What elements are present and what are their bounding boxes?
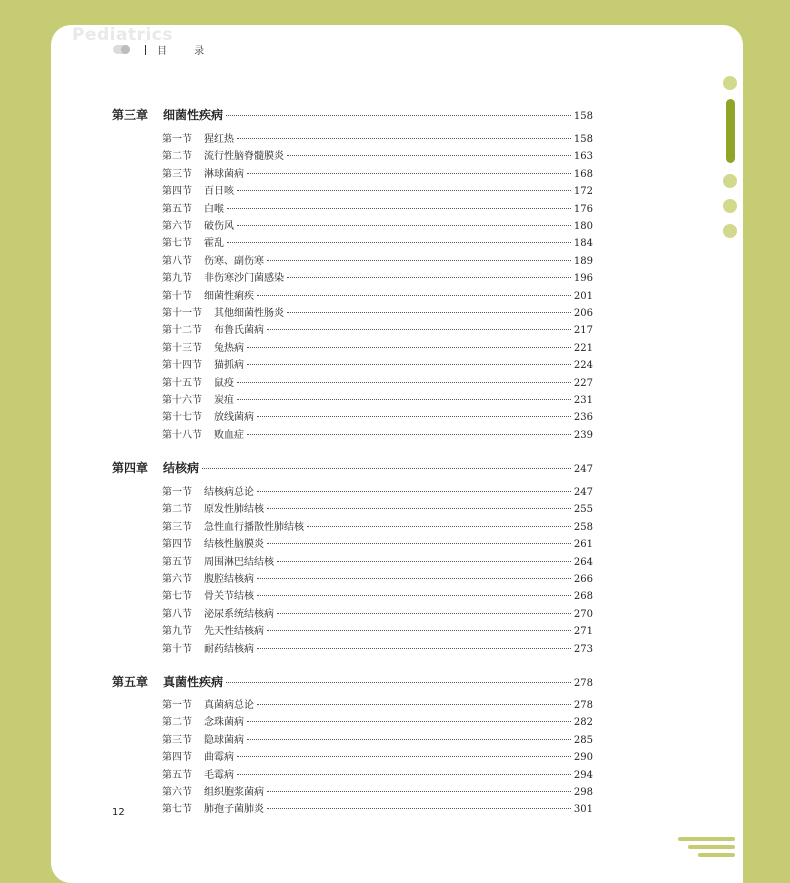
dot-leader (267, 791, 571, 792)
section-page: 224 (573, 360, 593, 372)
section-page: 255 (573, 504, 593, 516)
section-page: 189 (573, 255, 593, 267)
dot-leader (237, 756, 571, 757)
section-title: 其他细菌性肠炎 (214, 308, 284, 319)
section-number: 第一节 (162, 487, 192, 498)
section-title: 耐药结核病 (204, 643, 254, 655)
dot-leader (287, 277, 571, 278)
section-title: 霍乱 (204, 238, 224, 250)
nav-dot[interactable] (723, 224, 737, 238)
section-number: 第四节 (162, 752, 192, 764)
section-page: 270 (573, 608, 593, 620)
toc-section[interactable] (162, 377, 593, 391)
section-page: 217 (573, 325, 593, 337)
dot-leader (247, 739, 571, 740)
dot-leader (227, 208, 571, 209)
section-page: 180 (573, 221, 593, 232)
section-number: 第十一节 (162, 308, 202, 319)
section-number: 第六节 (162, 221, 192, 232)
section-title: 急性血行播散性肺结核 (204, 521, 304, 533)
section-number: 第二节 (162, 504, 192, 516)
section-number: 第十八节 (162, 429, 202, 441)
chapter-title: 真菌性疾病 (163, 675, 224, 689)
section-title: 流行性脑脊髓膜炎 (204, 151, 284, 163)
section-number: 第三节 (162, 168, 192, 180)
page-number: 12 (112, 807, 125, 818)
dot-leader (267, 508, 571, 509)
toc-chapter[interactable] (112, 675, 593, 689)
section-number: 第四节 (162, 186, 192, 198)
toc-section[interactable] (162, 716, 593, 730)
section-title: 细菌性痢疾 (204, 290, 254, 302)
section-number: 第四节 (162, 539, 192, 551)
toc-section[interactable] (162, 538, 593, 552)
toc-section[interactable] (162, 643, 593, 657)
section-page: 258 (573, 521, 593, 533)
toc-section[interactable] (162, 734, 593, 748)
section-page: 301 (573, 804, 593, 816)
dot-leader (247, 347, 571, 348)
toc-section[interactable] (162, 203, 593, 217)
toc-section[interactable] (162, 255, 593, 269)
dot-leader (267, 808, 571, 809)
section-title: 布鲁氏菌病 (214, 325, 264, 337)
header-divider (145, 45, 146, 55)
section-page: 298 (573, 787, 593, 798)
toc-section[interactable] (162, 590, 593, 604)
section-page: 196 (573, 273, 593, 285)
section-number: 第五节 (162, 556, 192, 568)
dot-leader (277, 561, 571, 562)
section-page: 264 (573, 556, 593, 568)
dot-leader (257, 595, 571, 596)
toc-section[interactable] (162, 290, 593, 304)
dot-leader (267, 329, 571, 330)
section-title: 鼠疫 (214, 377, 234, 389)
section-number: 第九节 (162, 626, 192, 638)
section-number: 第十节 (162, 290, 192, 302)
section-page: 239 (573, 429, 593, 441)
section-number: 第二节 (162, 151, 192, 163)
section-page: 206 (573, 308, 593, 319)
decorative-line (698, 853, 735, 857)
dot-leader (287, 312, 571, 313)
section-title: 真菌病总论 (204, 700, 254, 711)
section-number: 第九节 (162, 273, 192, 285)
toc-section[interactable] (162, 185, 593, 199)
section-page: 221 (573, 342, 593, 354)
dot-leader (257, 704, 571, 705)
toc-section[interactable] (162, 394, 593, 408)
toc-section[interactable] (162, 133, 593, 147)
toc-section[interactable] (162, 521, 593, 535)
section-page: 247 (573, 487, 593, 498)
toc-section[interactable] (162, 342, 593, 356)
toc-section[interactable] (162, 556, 593, 570)
toc-section[interactable] (162, 307, 593, 321)
chapter-title: 细菌性疾病 (163, 108, 224, 122)
dot-leader (227, 242, 571, 243)
chapter-page: 278 (573, 678, 593, 689)
section-number: 第八节 (162, 608, 192, 620)
section-number: 第五节 (162, 769, 192, 781)
section-number: 第十四节 (162, 360, 202, 372)
dot-leader (247, 364, 571, 365)
dot-leader (287, 155, 571, 156)
dot-leader (257, 416, 571, 417)
section-number: 第十二节 (162, 325, 202, 337)
toc-section[interactable] (162, 411, 593, 425)
section-number: 第十七节 (162, 412, 202, 424)
toc-section[interactable] (162, 608, 593, 622)
section-title: 破伤风 (204, 221, 234, 232)
dot-leader (237, 225, 571, 226)
section-title: 组织胞浆菌病 (204, 787, 264, 798)
toc-section[interactable] (162, 486, 593, 500)
toc-section[interactable] (162, 699, 593, 713)
section-number: 第八节 (162, 255, 192, 267)
section-number: 第十节 (162, 643, 192, 655)
toc-section[interactable] (162, 272, 593, 286)
section-title: 兔热病 (214, 342, 244, 354)
chapter-title: 结核病 (163, 461, 200, 475)
section-title: 结核性脑膜炎 (204, 539, 264, 551)
chapter-number: 第三章 (112, 108, 149, 122)
dot-leader (237, 190, 571, 191)
section-number: 第六节 (162, 787, 192, 798)
section-title: 炭疽 (214, 395, 234, 406)
section-page: 231 (573, 395, 593, 406)
nav-dot[interactable] (723, 76, 737, 90)
toc-chapter[interactable] (112, 108, 593, 122)
dot-leader (237, 382, 571, 383)
section-title: 猫抓病 (214, 360, 244, 372)
toc-section[interactable] (162, 150, 593, 164)
section-page: 271 (573, 626, 593, 638)
section-title: 曲霉病 (204, 752, 234, 764)
toc-section[interactable] (162, 429, 593, 443)
chapter-page: 158 (573, 111, 593, 122)
section-page: 282 (573, 717, 593, 729)
section-page: 176 (573, 203, 593, 215)
section-title: 白喉 (204, 203, 224, 215)
section-title: 隐球菌病 (204, 734, 244, 746)
dot-leader (277, 613, 571, 614)
section-page: 236 (573, 412, 593, 424)
toc-section[interactable] (162, 503, 593, 517)
toc-section[interactable] (162, 803, 593, 817)
toc-section[interactable] (162, 786, 593, 800)
section-title: 泌尿系统结核病 (204, 608, 274, 620)
decorative-line (688, 845, 735, 849)
dot-leader (202, 468, 571, 469)
section-page: 268 (573, 591, 593, 603)
section-title: 腹腔结核病 (204, 574, 254, 585)
watermark-text: Pediatrics (72, 25, 173, 45)
section-number: 第六节 (162, 574, 192, 585)
section-title: 猩红热 (204, 134, 234, 145)
section-number: 第七节 (162, 804, 192, 816)
dot-leader (247, 434, 571, 435)
section-title: 淋球菌病 (204, 168, 244, 180)
section-number: 第十五节 (162, 377, 202, 389)
section-page: 158 (573, 134, 593, 145)
toc-section[interactable] (162, 769, 593, 783)
section-title: 败血症 (214, 429, 244, 441)
dot-leader (257, 648, 571, 649)
section-title: 念珠菌病 (204, 717, 244, 729)
toc-section[interactable] (162, 573, 593, 587)
dot-leader (257, 491, 571, 492)
section-page: 227 (573, 377, 593, 389)
dot-leader (226, 115, 571, 116)
dot-leader (237, 138, 571, 139)
dot-leader (257, 578, 571, 579)
toc-section[interactable] (162, 220, 593, 234)
section-number: 第七节 (162, 238, 192, 250)
section-page: 261 (573, 539, 593, 551)
section-page: 184 (573, 238, 593, 250)
toc-section[interactable] (162, 625, 593, 639)
section-title: 伤寒、副伤寒 (204, 255, 264, 267)
section-number: 第七节 (162, 591, 192, 603)
section-page: 273 (573, 643, 593, 655)
dot-leader (267, 260, 571, 261)
page-title: 目 录 (157, 46, 217, 57)
section-page: 168 (573, 168, 593, 180)
section-number: 第三节 (162, 734, 192, 746)
section-page: 290 (573, 752, 593, 764)
section-page: 163 (573, 151, 593, 163)
section-title: 结核病总论 (204, 487, 254, 498)
toc-section[interactable] (162, 324, 593, 338)
section-number: 第十六节 (162, 395, 202, 406)
section-number: 第五节 (162, 203, 192, 215)
section-number: 第二节 (162, 717, 192, 729)
section-number: 第一节 (162, 134, 192, 145)
nav-indicator-active[interactable] (726, 99, 735, 163)
section-title: 放线菌病 (214, 412, 254, 424)
section-title: 骨关节结核 (204, 591, 254, 603)
nav-dot[interactable] (723, 199, 737, 213)
section-page: 294 (573, 769, 593, 781)
section-page: 278 (573, 700, 593, 711)
dot-leader (237, 774, 571, 775)
dot-leader (237, 399, 571, 400)
section-page: 266 (573, 574, 593, 585)
toggle-icon (113, 45, 130, 54)
section-title: 先天性结核病 (204, 626, 264, 638)
section-title: 百日咳 (204, 186, 234, 198)
section-number: 第十三节 (162, 342, 202, 354)
section-page: 201 (573, 290, 593, 302)
dot-leader (307, 526, 571, 527)
section-page: 172 (573, 186, 593, 198)
chapter-page: 247 (573, 464, 593, 475)
toc-section[interactable] (162, 168, 593, 182)
decorative-line (678, 837, 735, 841)
section-title: 周围淋巴结结核 (204, 556, 274, 568)
section-title: 原发性肺结核 (204, 504, 264, 516)
chapter-number: 第五章 (112, 675, 149, 689)
toc-chapter[interactable] (112, 461, 593, 475)
dot-leader (226, 682, 571, 683)
section-title: 非伤寒沙门菌感染 (204, 273, 284, 285)
toc-section[interactable] (162, 359, 593, 373)
toc-section[interactable] (162, 751, 593, 765)
dot-leader (267, 543, 571, 544)
dot-leader (247, 721, 571, 722)
section-number: 第一节 (162, 700, 192, 711)
section-page: 285 (573, 734, 593, 746)
nav-dot[interactable] (723, 174, 737, 188)
dot-leader (247, 173, 571, 174)
section-number: 第三节 (162, 521, 192, 533)
dot-leader (267, 630, 571, 631)
dot-leader (257, 295, 571, 296)
toc-section[interactable] (162, 237, 593, 251)
section-title: 毛霉病 (204, 769, 234, 781)
chapter-number: 第四章 (112, 461, 149, 475)
section-title: 肺孢子菌肺炎 (204, 804, 264, 816)
